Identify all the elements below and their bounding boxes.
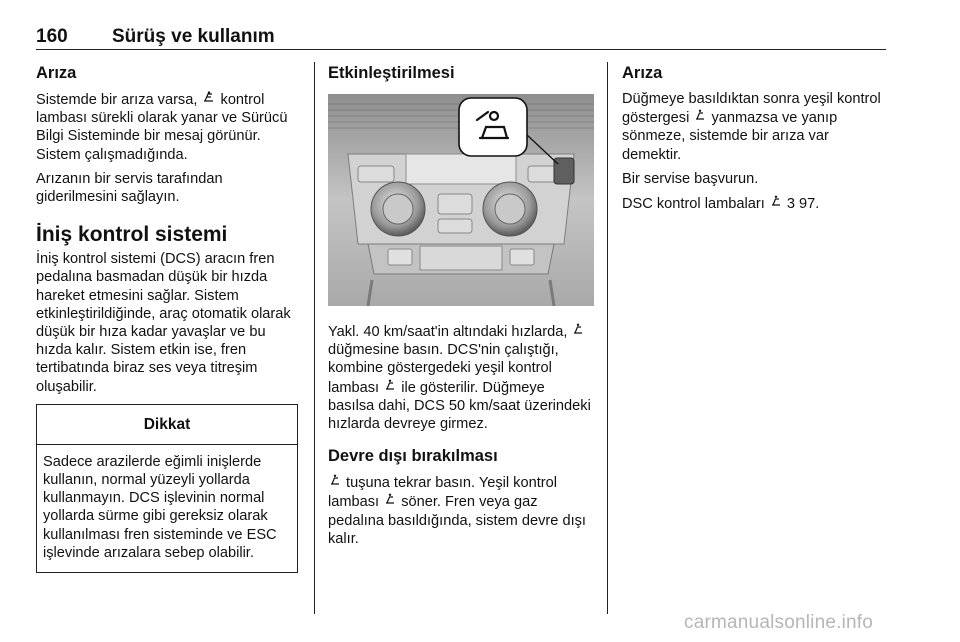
fault-paragraph-2: Arızanın bir servis tarafından giderilmesini sağlayın. [36,170,223,206]
warning-box [36,404,298,573]
fault-heading: Arıza [36,64,77,82]
page-reference-icon[interactable]: 3 [786,196,795,213]
activation-heading: Etkinleştirilmesi [328,64,455,82]
dashboard-illustration [328,94,594,306]
descent-control-icon [571,322,585,340]
deactivation-heading: Devre dışı bırakılması [328,447,498,466]
text-run: Düğmeye basıldıktan sonra yeşil kontrol göstergesi [622,91,881,127]
descent-control-icon [383,492,397,510]
page-header [36,20,886,50]
column-left [36,62,302,573]
dashboard-drawing [328,94,594,306]
dcs-description: İniş kontrol sistemi (DCS) aracın fren pedalına basmadan düşük bir hızda hareket etmesini sağlar. Sistem etkinleştirildiğinde, araç otomatik olarak düşük bir hıza kadar yavaşlar ve bu hızda kalır. Sistem etkin ise, fren tertibatında biraz ses veya titreşim oluşabilir. [36,251,291,395]
page-number: 160 [36,26,68,47]
column-divider [314,62,315,614]
warning-title: Dikkat [37,405,297,445]
activation-paragraph [328,322,594,433]
deactivation-paragraph [328,473,594,548]
descent-control-icon [328,473,342,491]
page-reference-number: 97. [795,196,820,213]
text-run: düğmesine basın. DCS'nin çalıştığı, kombine göstergedeki yeşil kontrol lambası [328,342,559,396]
warning-text: Sadece arazilerde eğimli inişlerde kullanın, normal yüzeyli yollarda kullanmayın. DCS işlevinin normal yollarda sürme gibi gereksiz olarak kullanılması fren sisteminde ve ESC işlevinde arızalara sebep olabilir. [43,453,277,561]
fault-paragraph-3 [622,90,888,164]
warning-body [37,445,297,572]
column-divider [607,62,608,614]
section-title: Sürüş ve kullanım [112,26,275,47]
fault-heading-2: Arıza [622,64,663,82]
column-right [622,62,888,219]
text-run: yanmazsa ve yanıp sönmeze, sistemde bir arıza var demektir. [622,110,838,163]
descent-control-icon [383,378,397,396]
text-run: Yakl. 40 km/saat'in altındaki hızlarda, [328,324,572,340]
watermark: carmanualsonline.info [684,612,874,633]
dcs-heading: İniş kontrol sistemi [36,223,228,247]
service-paragraph: Bir servise başvurun. [622,170,759,187]
descent-control-icon [693,108,707,126]
text-run: ile gösterilir. Düğmeye basılsa dahi, DCS 50 km/saat üzerindeki hızlarda devreye girmez. [328,379,591,433]
column-middle [328,62,594,554]
text-run: Sistemde bir arıza varsa, [36,92,202,108]
text-run: tuşuna tekrar basın. Yeşil kontrol lambası [328,475,557,511]
descent-control-icon [769,194,783,212]
fault-paragraph [36,90,302,164]
text-run: kontrol lambası sürekli olarak yanar ve Sürücü Bilgi Sisteminde bir mesaj görünür. Sistem çalışmadığında. [36,92,288,163]
text-run: söner. Fren veya gaz pedalına basıldığında, sistem devre dışı kalır. [328,494,586,547]
text-run: DSC kontrol lambaları [622,196,769,213]
descent-fault-icon [201,90,216,108]
reference-paragraph [622,194,888,213]
